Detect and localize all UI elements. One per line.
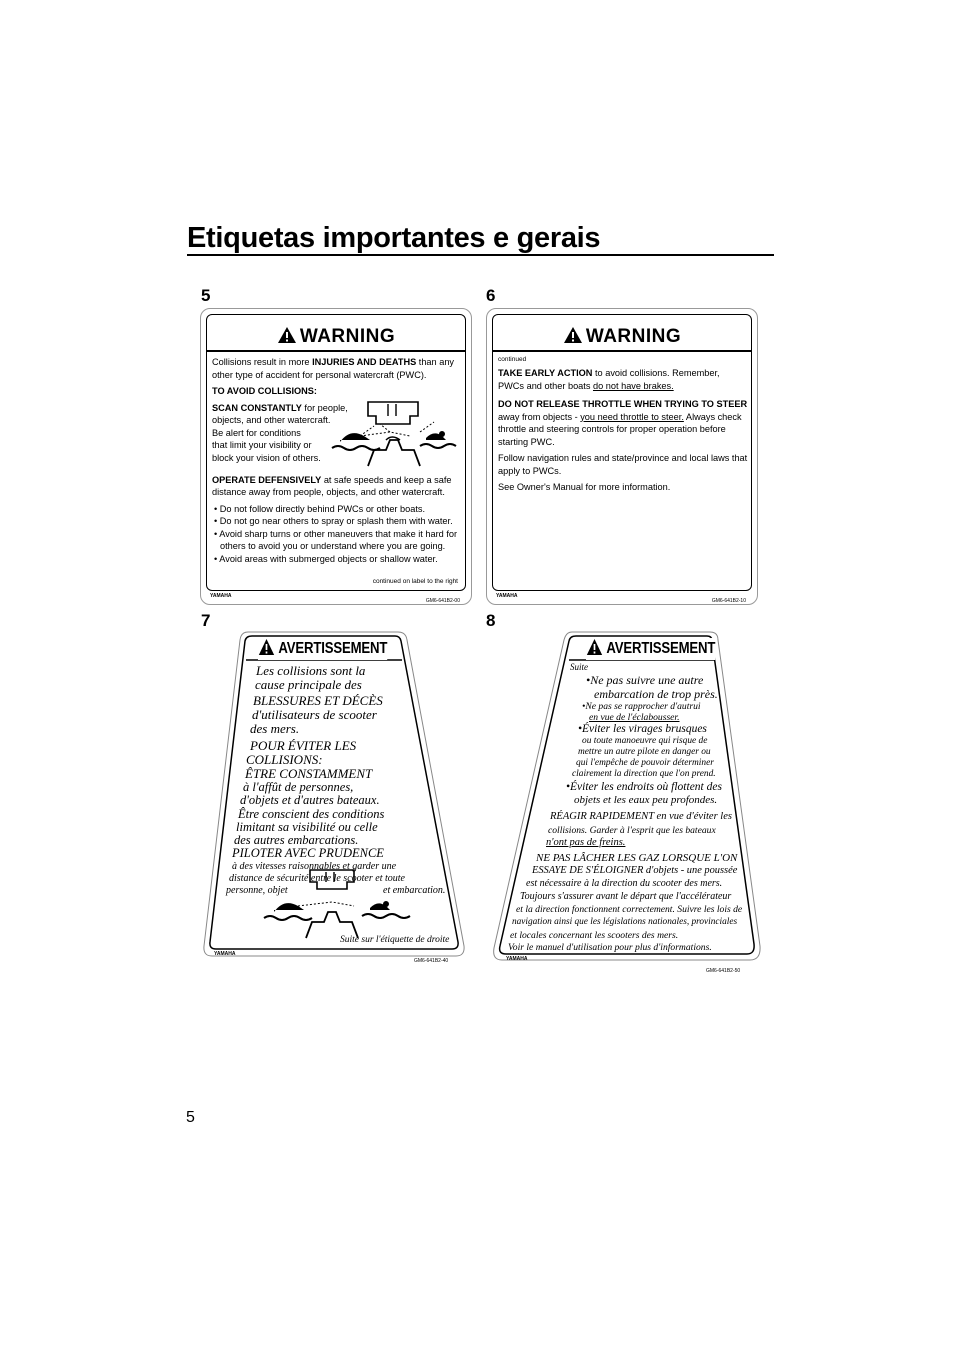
brand-mark: YAMAHA: [210, 593, 232, 599]
part-code: GM6-641B2-00: [425, 598, 460, 604]
label-number-6: 6: [486, 286, 496, 305]
warning-heading: WARNING: [498, 326, 746, 348]
avertissement-heading: AVERTISSEMENT: [586, 638, 715, 660]
part-code: GM6-641B2-50: [706, 968, 741, 974]
avertissement-label-7: [200, 628, 470, 964]
continued-note: Suite sur l'étiquette de droite: [340, 935, 450, 945]
brand-mark: YAMAHA: [214, 951, 236, 957]
collision-scan-illustration: [262, 864, 412, 940]
page-title: Etiquetas importantes e gerais: [187, 222, 601, 254]
warning-body: Collisions result in more INJURIES AND DEATHS than any other type of accident for personal watercraft (PWC). TO AVOID COLLISIONS: SCAN CONSTANTLY for people, objects, and other watercraft. Be alert for conditions that limit your visibility or block your vision of others. OPERATE DEFENSIVELY at safe speeds and keep a safe distance away from people, objects, and other watercraft. • Do not follow directly behind PWCs or other boats. • Do not go near others to spray or splash them with water. • Avoid sharp turns or other maneuvers that make it hard for others to avoid you or understand where you are going. • Avoid areas with submerged objects or shallow water.: [212, 356, 462, 565]
brand-mark: YAMAHA: [496, 593, 518, 599]
continued-note: continued on label to the right: [372, 578, 458, 585]
warning-body: continued TAKE EARLY ACTION to avoid collisions. Remember, PWCs and other boats do not have brakes. DO NOT RELEASE THROTTLE WHEN TRYING TO STEER away from objects - you need throttle to steer. Always check throttle and steering controls for proper operation before starting PWC. Follow navigation rules and state/province and local laws that apply to PWCs. See Owner's Manual for more information.: [498, 356, 748, 492]
collision-scan-illustration: [330, 396, 460, 468]
warning-label-5: [200, 308, 472, 605]
warning-triangle-icon: [563, 326, 583, 344]
page-number: 5: [186, 1109, 195, 1126]
avertissement-body: Les collisions sont la cause principale des BLESSURES ET DÉCÈS d'utilisateurs de scooter des mers. POUR ÉVITER LES COLLISIONS: ÊTRE CONSTAMMENT à l'affût de personnes, d'objets et d'autres bateaux. Être conscient des conditions limitant sa visibilité ou celle des autres embarcations. PILOTER AVEC PRUDENCE à des vitesses raisonnables et garder une distance de sécurité entre le scooter et toute personne, objet et embarcation.: [226, 663, 446, 896]
avertissement-heading: AVERTISSEMENT: [258, 638, 387, 660]
label-number-7: 7: [201, 611, 211, 630]
warning-triangle-icon: [277, 326, 297, 344]
brand-mark: YAMAHA: [506, 956, 528, 962]
title-rule: [187, 254, 774, 256]
warning-label-6: [486, 308, 758, 605]
part-code: GM6-641B2-40: [414, 958, 449, 964]
label-number-8: 8: [486, 611, 496, 630]
avertissement-body: Suite •Ne pas suivre une autre embarcation de trop près. •Ne pas se rapprocher d'autrui en vue de l'éclabousser. •Éviter les virages brusques ou toute manoeuvre qui risque de mettre un autre pilote en danger ou qui l'empêche de pouvoir déterminer clairement la direction que l'on prend. •Éviter les endroits où flottent des objets et les eaux peu profondes. RÉAGIR RAPIDEMENT en vue d'éviter les collisions. Garder à l'esprit que les bateaux n'ont pas de freins. NE PAS LÂCHER LES GAZ LORSQUE L'ON ESSAYE DE S'ÉLOIGNER d'objets - une poussée est nécessaire à la direction du scooter des mers. Toujours s'assurer avant le départ que l'accélérateur et la direction fonctionnent correctement. Suivre les lois de navigation ainsi que les législations nationales, provinciales et locales concernant les scooters des mers. Voir le manuel d'utilisation pour plus d'informations.: [508, 662, 743, 953]
warning-heading: WARNING: [212, 326, 460, 348]
avertissement-label-8: [490, 628, 760, 974]
label-number-5: 5: [201, 286, 211, 305]
part-code: GM6-641B2-10: [711, 598, 746, 604]
